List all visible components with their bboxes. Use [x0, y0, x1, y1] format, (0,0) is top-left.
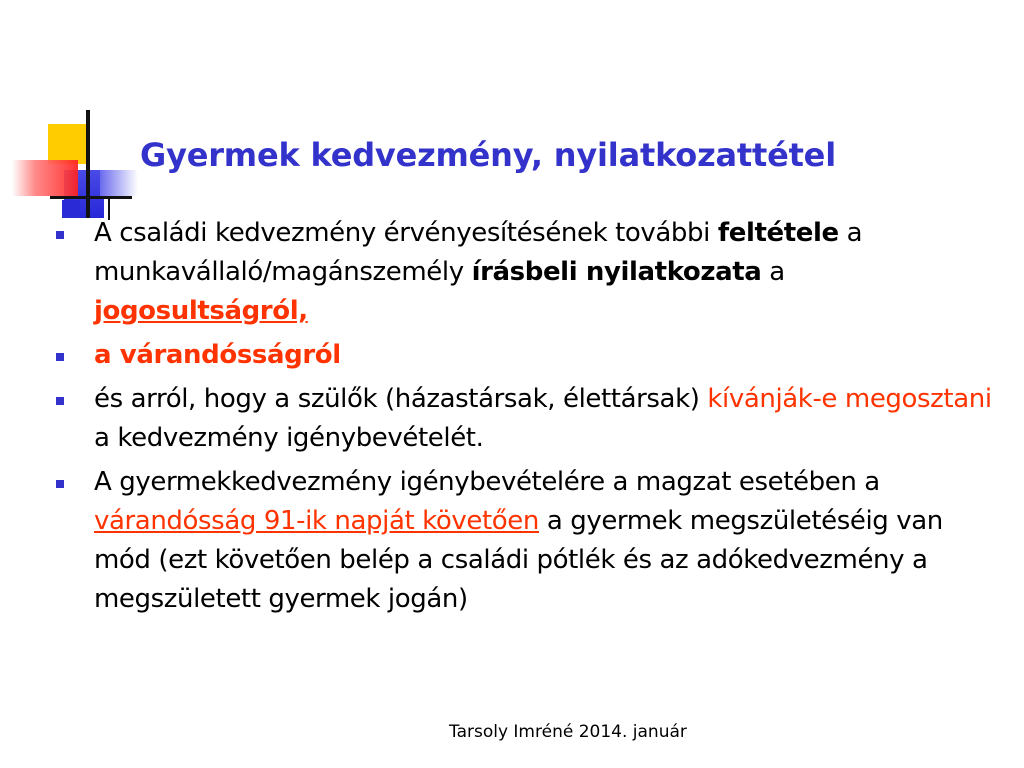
bullet-3-text-2: a kedvezmény igénybevételét. [94, 423, 484, 453]
bullet-item-3 [54, 380, 1004, 458]
footer-author-date: Tarsoly Imréné 2014. január [449, 722, 687, 742]
red-gradient-square-icon [12, 160, 78, 196]
varandossag-91-link[interactable]: várandósság 91-ik napját követően [94, 506, 539, 536]
bullet-3-text-1: és arról, hogy a szülők (házastársak, élettársak) [94, 384, 708, 414]
bullet-1-text-3: a [761, 257, 785, 287]
decorative-squares-logo-icon [0, 0, 160, 240]
bullet-item-4 [54, 463, 1004, 619]
square-bullet-icon [56, 480, 64, 488]
horizontal-line-icon [50, 196, 132, 199]
jogosultsagrol-link[interactable]: jogosultságról, [94, 296, 308, 326]
vertical-line-icon [86, 110, 90, 218]
square-bullet-icon [56, 353, 64, 361]
bullet-1-text-2: a munkavállaló/magánszemély [94, 218, 863, 287]
blue-fade-square-icon [100, 170, 138, 196]
bullet-item-2 [54, 336, 1004, 375]
square-bullet-icon [56, 397, 64, 405]
bullet-1-text-1: A családi kedvezmény érvényesítésének további [94, 218, 718, 248]
bullet-1-bold-2: írásbeli nyilatkozata [471, 257, 762, 287]
bullet-3-red: kívánják-e megosztani [707, 384, 992, 414]
bullet-4-text-2: a gyermek megszületéséig van mód (ezt követően belép a családi pótlék és az adókedvezmény a megszületett gyermek jogán) [94, 506, 943, 614]
slide-title: Gyermek kedvezmény, nyilatkozattétel [140, 136, 836, 174]
yellow-square-icon [48, 124, 88, 164]
bullet-item-1 [54, 214, 1004, 331]
bullet-list [54, 214, 1004, 624]
bullet-4-text-1: A gyermekkedvezmény igénybevételére a magzat esetében a [94, 467, 880, 497]
bullet-2-text: a várandósságról [94, 340, 341, 370]
square-bullet-icon [56, 231, 64, 239]
bullet-1-bold-1: feltétele [717, 218, 839, 248]
